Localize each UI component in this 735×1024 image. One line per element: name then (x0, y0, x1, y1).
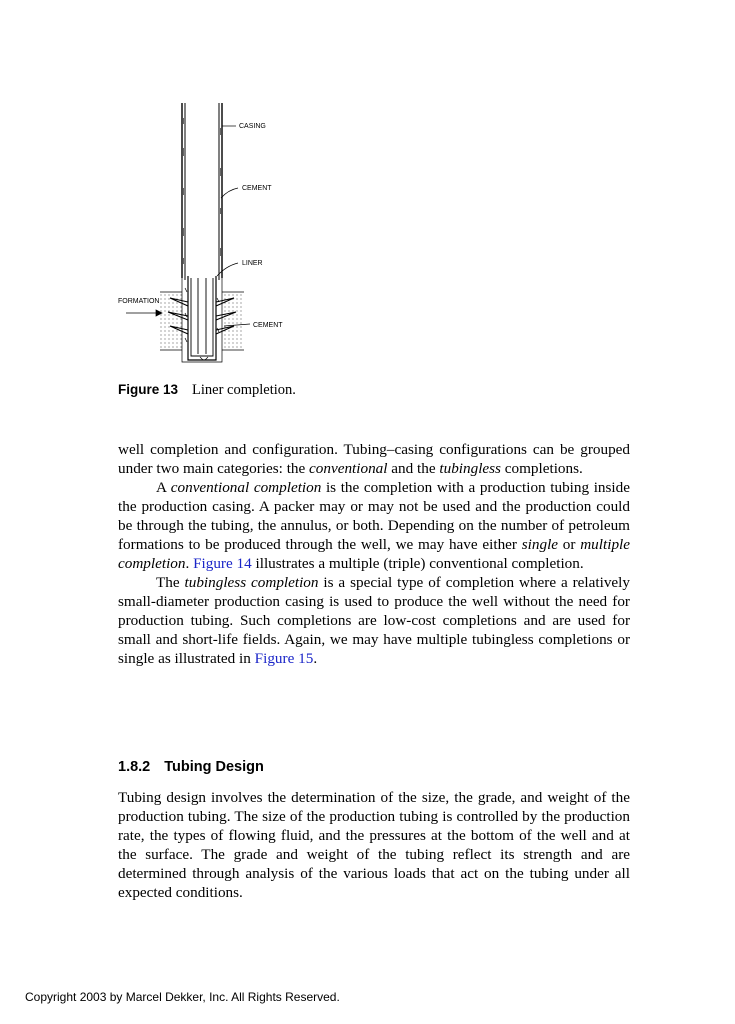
text-span: and the (387, 460, 440, 477)
body-text (118, 440, 630, 668)
paragraph-1 (118, 440, 630, 478)
text-span: completions. (500, 460, 583, 477)
text-span: . (313, 650, 318, 667)
emphasis: single (521, 536, 559, 553)
diagram-svg (112, 98, 302, 370)
section-heading (118, 759, 264, 775)
figure-15-link[interactable]: Figure 15 (254, 650, 314, 667)
casing-cement (184, 118, 221, 264)
text-span: or (558, 536, 581, 553)
liner (188, 276, 216, 360)
leader-cement-top (221, 188, 238, 198)
emphasis: conventional (309, 460, 388, 477)
figure-caption (118, 382, 296, 399)
formation-left (160, 292, 182, 350)
label-formation: FORMATION (118, 298, 160, 305)
emphasis: tubingless (439, 460, 501, 477)
label-liner: LINER (242, 260, 263, 267)
label-cement-bottom: CEMENT (253, 322, 283, 329)
figure-14-link[interactable]: Figure 14 (193, 555, 252, 572)
text-span: well completion and configuration. Tubing–casing configurations can be grouped under two main categories: the (118, 441, 630, 477)
section-title: Tubing Design (164, 759, 264, 775)
text-span: . (185, 555, 194, 572)
paragraph-3 (118, 573, 630, 668)
figure-caption-text: Liner completion. (192, 382, 296, 398)
casing-walls (182, 103, 222, 280)
text-span: A (156, 479, 171, 496)
text-span: The (156, 574, 185, 591)
emphasis: conventional completion (170, 479, 322, 496)
text-span: illustrates a multiple (triple) conventional completion. (251, 555, 584, 572)
liner-completion-diagram (112, 98, 302, 370)
emphasis: tubingless completion (184, 574, 319, 591)
formation-right (222, 292, 244, 350)
label-casing: CASING (239, 123, 266, 130)
section-number: 1.8.2 (118, 759, 151, 775)
section-paragraph-1: Tubing design involves the determination of the size, the grade, and weight of the production tubing. The size of the production tubing is controlled by the production rate, the types of flowing fluid, and the pressures at the bottom of the well and at the surface. The grade and weight of the tubing reflect its strength and are determined through analysis of the various loads that act on the tubing under all expected conditions. (118, 789, 630, 901)
text-span: is a special type of completion where a relatively small-diameter production casing is used to produce the well without the need for production tubing. Such completions are low-cost completions and are used for small and short-life fields. Again, we may have multiple tubingless completions or single as illustrated in (118, 574, 630, 667)
copyright-footer: Copyright 2003 by Marcel Dekker, Inc. All Rights Reserved. (25, 990, 340, 1004)
label-cement-top: CEMENT (242, 185, 272, 192)
leader-liner (217, 263, 238, 276)
figure-caption-number: Figure 13 (118, 382, 179, 397)
section-body (118, 788, 630, 902)
emphasis: multiple completion (118, 536, 630, 572)
text-span: is the completion with a production tubing inside the production casing. A packer may or may not be used and the production could be through the tubing, the annulus, or both. Depending on the number of petroleum formations to be produced through the well, we may have either (118, 479, 630, 553)
paragraph-2 (118, 478, 630, 573)
